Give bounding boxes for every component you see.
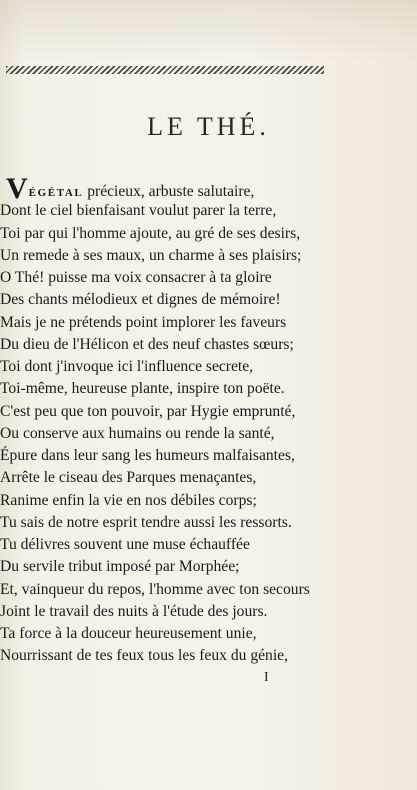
poem-body xyxy=(0,178,417,668)
poem-line: Des chants mélodieux et dignes de mémoire! xyxy=(0,291,281,309)
poem-line: Toi dont j'invoque ici l'influence secrete, xyxy=(0,358,254,375)
poem-line: Mais je ne prétends point implorer les faveurs xyxy=(0,313,287,331)
poem-line: Tu sais de notre esprit tendre aussi les ressorts. xyxy=(0,513,292,531)
poem-line: Du servile tribut imposé par Morphée; xyxy=(0,558,240,576)
poem-line: Épure dans leur sang les humeurs malfaisantes, xyxy=(0,447,295,464)
poem-line: Ou conserve aux humains ou rende la santé, xyxy=(0,424,275,442)
first-line-text: précieux, arbuste salutaire, xyxy=(83,183,255,200)
poem-line: Dont le ciel bienfaisant voulut parer la terre, xyxy=(0,202,277,220)
poem-line: Ta force à la douceur heureusement unie, xyxy=(0,625,257,642)
poem-line: C'est peu que ton pouvoir, par Hygie emprunté, xyxy=(0,402,296,420)
poem-line: Toi par qui l'homme ajoute, au gré de ses desirs, xyxy=(0,224,301,242)
poem-line-first xyxy=(0,178,417,200)
poem-line: O Thé! puisse ma voix consacrer à ta gloire xyxy=(0,269,272,286)
poem-title: LE THÉ. xyxy=(147,112,270,141)
poem-line: Du dieu de l'Hélicon et des neuf chastes sœurs; xyxy=(0,335,294,353)
small-caps-word: ÉGÉTAL xyxy=(28,187,84,199)
poem-line: Un remede à ses maux, un charme à ses plaisirs; xyxy=(0,246,302,264)
poem-line: Et, vainqueur du repos, l'homme avec ton secours xyxy=(0,580,310,598)
poem-line: Nourrissant de tes feux tous les feux du génie, xyxy=(0,647,288,665)
poem-line: Toi-même, heureuse plante, inspire ton poëte. xyxy=(0,380,285,398)
signature-mark: I xyxy=(264,670,269,685)
decorative-rule xyxy=(6,66,324,74)
poem-line: Tu délivres souvent une muse échauffée xyxy=(0,536,250,553)
poem-line: Arrête le ciseau des Parques menaçantes, xyxy=(0,469,257,487)
drop-cap: V xyxy=(6,178,29,201)
poem-line: Ranime enfin la vie en nos débiles corps; xyxy=(0,491,257,509)
show-through-shadow xyxy=(0,0,417,60)
poem-line: Joint le travail des nuits à l'étude des jours. xyxy=(0,602,268,620)
